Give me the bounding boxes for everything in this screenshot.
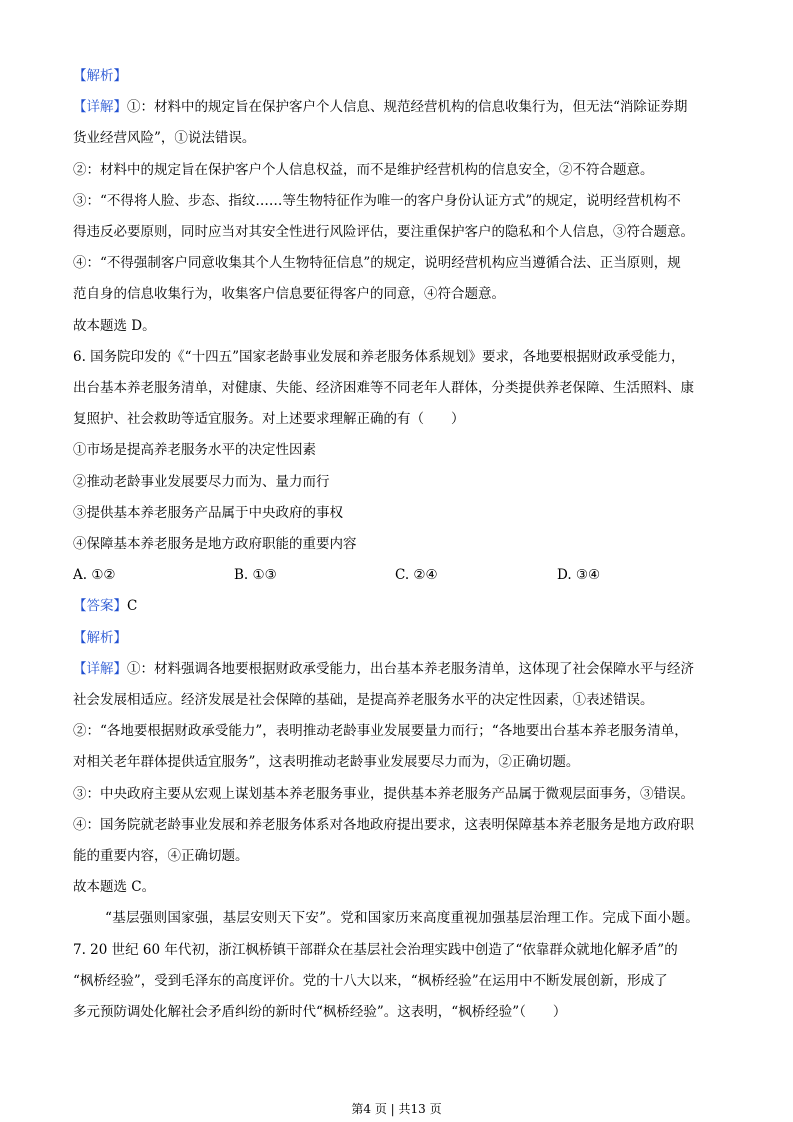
detail-text: ③：“不得将人脸、步态、指纹……等生物特征作为唯一的客户身份认证方式”的规定，说明经营机构不 [73, 193, 681, 209]
conclusion-text: 故本题选 C。 [73, 879, 156, 895]
option-a: A. ①② [73, 567, 116, 583]
analysis-tag: 【解析】 [73, 630, 127, 646]
answer-tag: 【答案】 [73, 598, 127, 614]
detail-text: 能的重要内容，④正确切题。 [73, 848, 249, 864]
option-b: B. ①③ [234, 567, 277, 583]
question-6-stem: 出台基本养老服务清单，对健康、失能、经济困难等不同老年人群体，分类提供养老保障、生活照料、康 [73, 380, 694, 396]
detail-text: ①：材料强调各地要根据财政承受能力，出台基本养老服务清单，这体现了社会保障水平与经济 [127, 661, 694, 677]
section-intro: “基层强则国家强，基层安则天下安”。党和国家历来高度重视加强基层治理工作。完成下面小题。 [105, 910, 700, 926]
question-6-options [73, 566, 713, 584]
conclusion-text: 故本题选 D。 [73, 318, 156, 334]
answer-value: C [127, 598, 138, 614]
question-6-stem: 6. 国务院印发的《“十四五”国家老龄事业发展和养老服务体系规划》要求，各地要根据财政承受能力， [73, 349, 685, 365]
statement-4: ④保障基本养老服务是地方政府职能的重要内容 [73, 536, 357, 552]
detail-text: ②：材料中的规定旨在保护客户个人信息权益，而不是维护经营机构的信息安全，②不符合题意。 [73, 162, 654, 178]
statement-3: ③提供基本养老服务产品属于中央政府的事权 [73, 505, 343, 521]
question-6-stem: 复照护、社会救助等适宜服务。对上述要求理解正确的有（ ） [73, 411, 465, 427]
detail-text: ③：中央政府主要从宏观上谋划基本养老服务事业，提供基本养老服务产品属于微观层面事务，③错误。 [73, 786, 694, 802]
detail-text: 社会发展相适应。经济发展是社会保障的基础，是提高养老服务水平的决定性因素，①表述错误。 [73, 692, 654, 708]
detail-paragraph-line [73, 660, 694, 678]
detail-text: ②：“各地要根据财政承受能力”，表明推动老龄事业发展要量力而行；“各地要出台基本养老服务清单， [73, 723, 688, 739]
detail-text: ④：国务院就老龄事业发展和养老服务体系对各地政府提出要求，这表明保障基本养老服务是地方政府职 [73, 817, 694, 833]
detail-tag: 【详解】 [73, 99, 127, 115]
option-d: D. ③④ [557, 567, 601, 583]
question-7-stem: “枫桥经验”，受到毛泽东的高度评价。党的十八大以来，“枫桥经验”在运用中不断发展创新，形成了 [73, 973, 668, 989]
detail-text: ④：“不得强制客户同意收集其个人生物特征信息”的规定，说明经营机构应当遵循合法、正当原则，规 [73, 255, 681, 271]
detail-paragraph-line [73, 98, 687, 116]
detail-text: 范自身的信息收集行为，收集客户信息要征得客户的同意，④符合题意。 [73, 286, 505, 302]
question-7-stem: 7. 20 世纪 60 年代初，浙江枫桥镇干部群众在基层社会治理实践中创造了“依靠群众就地化解矛盾”的 [73, 942, 678, 958]
detail-text: 货业经营风险”，①说法错误。 [73, 130, 256, 146]
statement-1: ①市场是提高养老服务水平的决定性因素 [73, 442, 316, 458]
detail-text: 对相关老年群体提供适宜服务”，这表明推动老龄事业发展要尽力而为，②正确切题。 [73, 754, 580, 770]
page-footer: 第4 页 | 共13 页 [351, 1102, 442, 1116]
detail-text: ①：材料中的规定旨在保护客户个人信息、规范经营机构的信息收集行为，但无法“消除证券期 [127, 99, 688, 115]
detail-tag: 【详解】 [73, 661, 127, 677]
analysis-tag: 【解析】 [73, 68, 127, 84]
answer-line [73, 597, 137, 615]
detail-text: 得违反必要原则，同时应当对其安全性进行风险评估，要注重保护客户的隐私和个人信息，③符合题意。 [73, 224, 694, 240]
statement-2: ②推动老龄事业发展要尽力而为、量力而行 [73, 474, 330, 490]
question-7-stem: 多元预防调处化解社会矛盾纠纷的新时代“枫桥经验”。这表明，“枫桥经验”（ ） [73, 1004, 567, 1020]
option-c: C. ②④ [395, 567, 438, 583]
